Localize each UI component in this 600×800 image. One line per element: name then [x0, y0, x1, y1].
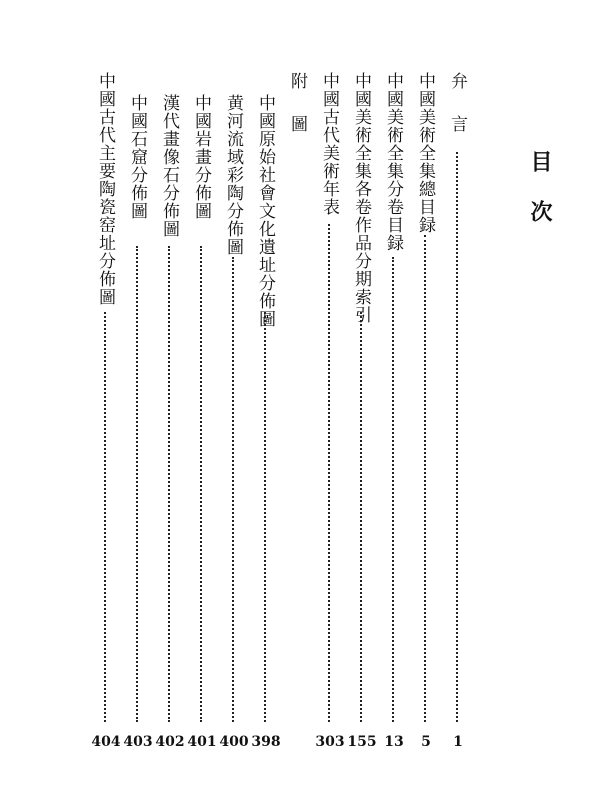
toc-entry-title: 弁言: [447, 72, 467, 158]
toc-entry-title: 中國古代美術年表: [319, 72, 339, 216]
dot-leader: [136, 246, 142, 722]
toc-section-appendix-maps: [286, 72, 308, 158]
toc-page-number: 303: [315, 734, 345, 750]
toc-entry-title: 中國古代主要陶瓷窑址分佈圖: [95, 72, 115, 306]
toc-entry-title: 漢代畫像石分佈圖: [159, 94, 179, 238]
toc-entry-title: 附圖: [287, 72, 307, 158]
toc-heading: 目次: [527, 150, 553, 250]
toc-entry-title: 中國石窟分佈圖: [127, 94, 147, 220]
dot-leader: [168, 246, 174, 722]
dot-leader: [360, 312, 366, 722]
dot-leader: [424, 235, 430, 722]
toc-page-number: 400: [219, 734, 249, 750]
toc-entry-map-han-stone-reliefs: [158, 94, 180, 238]
toc-entry-map-grottoes: [126, 94, 148, 220]
toc-entry-title: 黄河流域彩陶分佈圖: [223, 94, 243, 256]
toc-entry-volume-catalog: [382, 72, 404, 252]
toc-page-number: 401: [187, 734, 217, 750]
toc-entry-title: 中國原始社會文化遺址分佈圖: [255, 94, 275, 328]
toc-entry-title: 中國美術全集各卷作品分期索引: [351, 72, 371, 324]
toc-page-number: 1: [453, 734, 463, 750]
toc-entry-title: 中國岩畫分佈圖: [191, 94, 211, 220]
toc-entry-map-prehistoric-sites: [254, 94, 276, 328]
toc-entry-map-yellow-river-pottery: [222, 94, 244, 256]
toc-page-number: 398: [251, 734, 281, 750]
toc-entry-map-rock-art: [190, 94, 212, 220]
dot-leader: [200, 246, 206, 722]
toc-entry-title: 中國美術全集總目録: [415, 72, 435, 234]
toc-entry-period-index: [350, 72, 372, 324]
dot-leader: [264, 312, 270, 722]
dot-leader: [456, 152, 462, 722]
toc-page-number: 404: [91, 734, 121, 750]
toc-page-number: 402: [155, 734, 185, 750]
toc-entry-title: 中國美術全集分卷目録: [383, 72, 403, 252]
toc-page-number: 13: [384, 734, 404, 750]
dot-leader: [232, 257, 238, 722]
toc-page-number: 155: [347, 734, 377, 750]
toc-entry-preface: [446, 72, 468, 158]
dot-leader: [104, 312, 110, 722]
toc-entry-map-kiln-sites: [94, 72, 116, 306]
toc-page-number: 403: [123, 734, 153, 750]
toc-entry-chronology: [318, 72, 340, 216]
toc-page-number: 5: [421, 734, 431, 750]
dot-leader: [328, 224, 334, 722]
toc-entry-general-catalog: [414, 72, 436, 234]
dot-leader: [392, 257, 398, 722]
